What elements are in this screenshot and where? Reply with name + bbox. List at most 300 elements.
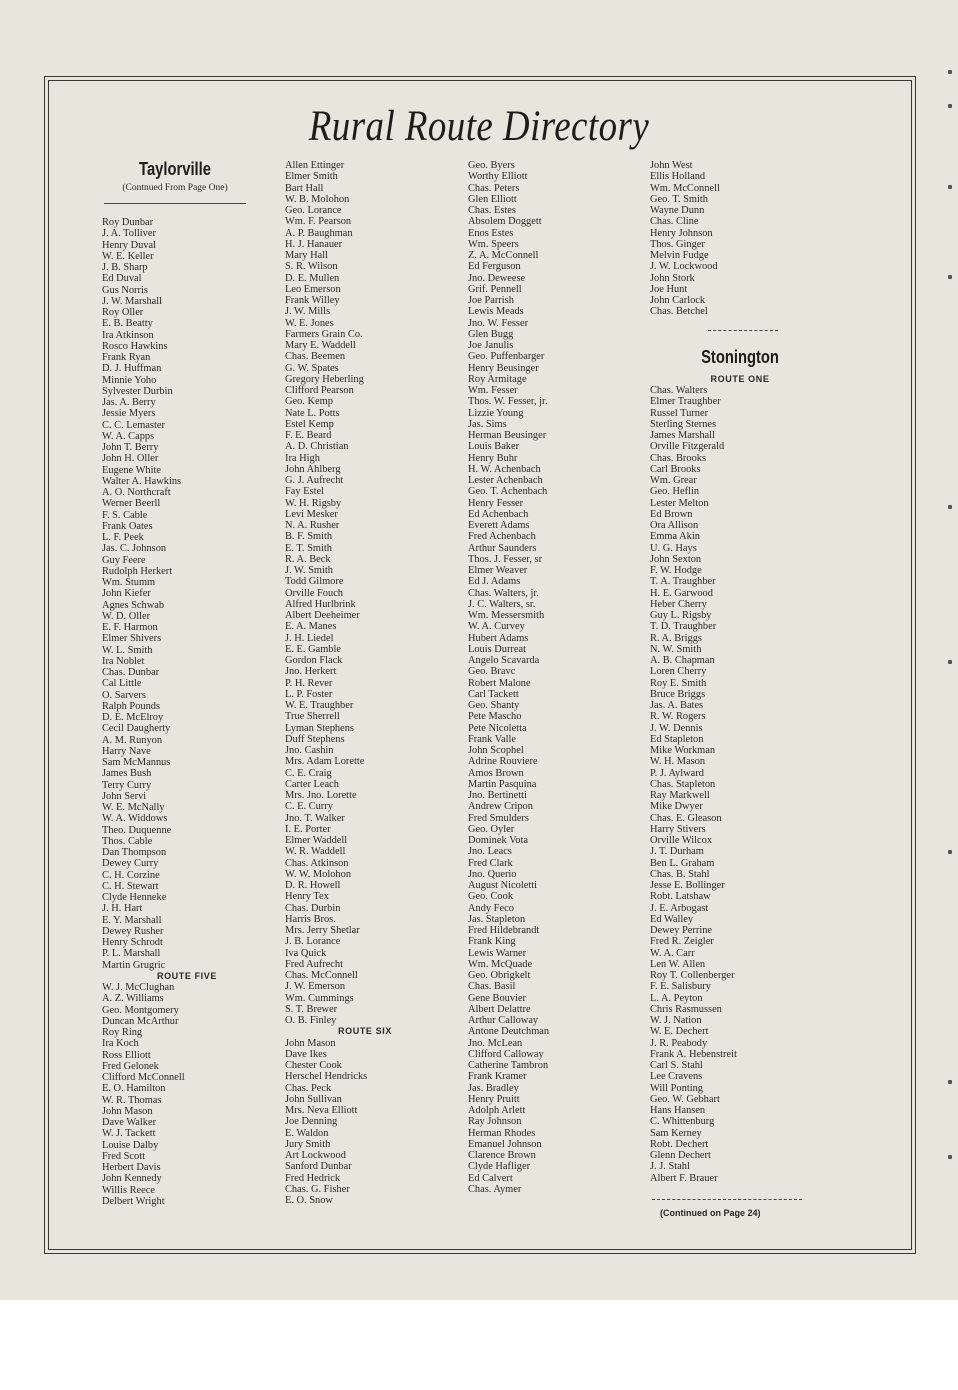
directory-entry: I. E. Porter — [285, 823, 331, 835]
directory-entry: Lyman Stephens — [285, 722, 354, 734]
directory-entry: Carl S. Stahl — [650, 1060, 703, 1071]
spacer — [650, 329, 830, 340]
directory-entry: W. J. Nation — [650, 1015, 702, 1026]
spacer — [650, 351, 830, 362]
directory-entry: Carter Leach — [285, 778, 339, 790]
directory-entry: Ray Johnson — [468, 1116, 522, 1128]
directory-entry: Herschel Hendricks — [285, 1071, 368, 1083]
directory-entry: W. E. Jones — [285, 317, 334, 329]
directory-entry: J. W. Emerson — [285, 981, 346, 993]
directory-entry: Elmer Waddell — [285, 835, 348, 846]
directory-entry: J. W. Dennis — [650, 722, 703, 734]
directory-entry: Geo. Montgomery — [102, 1004, 179, 1016]
directory-entry: Ed Duval — [102, 273, 142, 285]
directory-entry: Henry Beusinger — [468, 362, 539, 374]
directory-entry: Elmer Smith — [285, 171, 338, 183]
directory-entry: Fred Aufrecht — [285, 958, 343, 970]
directory-entry: Terry Curry — [102, 779, 152, 791]
directory-entry: Herman Beusinger — [468, 430, 547, 441]
directory-entry: John Servi — [102, 790, 147, 802]
directory-entry: D. E. Mullen — [285, 272, 340, 284]
directory-entry: Jas. A. Bates — [650, 700, 704, 711]
directory-entry: Ira Atkinson — [102, 329, 154, 341]
directory-entry: Glen Elliott — [468, 193, 517, 205]
directory-entry: John Kiefer — [102, 588, 151, 600]
directory-entry: Harris Bros. — [285, 913, 336, 925]
directory-entry: Frank Kramer — [468, 1071, 527, 1083]
directory-entry: Werner Beerll — [102, 498, 161, 510]
directory-entry: E. E. Gamble — [285, 643, 341, 655]
directory-entry: Thos. Cable — [102, 835, 153, 847]
directory-entry: Sylvester Durbin — [102, 385, 173, 397]
directory-column-2 — [285, 160, 445, 1206]
directory-entry: Elmer Traughber — [650, 396, 721, 408]
directory-entry: Geo. Lorance — [285, 205, 342, 216]
directory-entry: Chas. Betchel — [650, 306, 708, 318]
directory-entry: Gregory Heberling — [285, 373, 364, 385]
directory-entry: Chas. G. Fisher — [285, 1183, 350, 1195]
directory-entry: W. A. Widdows — [102, 813, 168, 825]
directory-entry: Jno. Deweese — [468, 272, 526, 284]
section-heading-stonington: Stonington — [701, 347, 779, 367]
directory-entry: Minnie Yoho — [102, 374, 157, 386]
directory-entry: Chas. Brooks — [650, 452, 706, 464]
directory-entry: Roy Ring — [102, 1027, 143, 1038]
directory-entry: Nate L. Potts — [285, 407, 340, 419]
directory-entry: C. H. Corzine — [102, 869, 160, 881]
directory-entry: Ed J. Adams — [468, 576, 521, 588]
directory-entry: Geo. Heflin — [650, 486, 700, 498]
directory-entry: Lewis Meads — [468, 306, 524, 318]
directory-entry: W. R. Waddell — [285, 846, 346, 858]
directory-entry: Geo. T. Smith — [650, 193, 708, 205]
directory-entry: Chas. Peck — [285, 1082, 332, 1094]
directory-entry: W. D. Oller — [102, 610, 151, 622]
directory-entry: Orville Fitzgerald — [650, 441, 725, 453]
directory-entry: O. Sarvers — [102, 689, 146, 701]
directory-entry: Dominek Vota — [468, 835, 528, 846]
directory-entry: Martin Grugric — [102, 959, 166, 971]
directory-entry: Clifford McConnell — [102, 1072, 185, 1083]
directory-entry: E. Waldon — [285, 1127, 329, 1139]
directory-entry: Jno. Bertinetti — [468, 790, 527, 801]
directory-entry: Walter A. Hawkins — [102, 475, 182, 487]
directory-entry: Chas. Atkinson — [285, 857, 349, 869]
directory-entry: Jas. A. Berry — [102, 397, 156, 408]
directory-entry: John Sullivan — [285, 1093, 342, 1105]
directory-entry: Geo. Obrigkelt — [468, 970, 531, 981]
directory-entry: Wm. Grear — [650, 475, 697, 486]
directory-entry: Wm. F. Pearson — [285, 216, 352, 228]
directory-entry: Everett Adams — [468, 520, 530, 531]
directory-entry: Ed Achenbach — [468, 508, 529, 520]
directory-entry: Cal Little — [102, 678, 142, 690]
directory-entry: Z. A. McConnell — [468, 250, 539, 261]
directory-entry: Ben L. Graham — [650, 857, 715, 869]
directory-entry: A. B. Chapman — [650, 655, 715, 666]
directory-entry: Russel Turner — [650, 407, 709, 419]
directory-entry: Clyde Henneke — [102, 892, 167, 903]
directory-entry: Fay Estel — [285, 486, 324, 498]
directory-entry: Henry Schrodt — [102, 937, 163, 948]
directory-entry: Joe Hunt — [650, 283, 688, 295]
directory-entry: Adrine Rouviere — [468, 756, 538, 768]
directory-entry: F. E. Beard — [285, 430, 332, 441]
directory-entry: John Scophel — [468, 745, 524, 756]
directory-entry: Lewis Warner — [468, 947, 527, 959]
directory-entry: Hans Hansen — [650, 1105, 706, 1116]
directory-entry: Chas. Walters — [650, 385, 708, 396]
directory-entry: Jno. Cashin — [285, 745, 334, 756]
directory-entry: Jno. Herkert — [285, 666, 337, 678]
directory-entry: Wm. Messersmith — [468, 610, 545, 621]
directory-entry: Geo. W. Gebhart — [650, 1093, 720, 1105]
directory-column-1 — [102, 217, 272, 1207]
directory-entry: Glen Bugg — [468, 328, 514, 340]
directory-entry: Henry Duval — [102, 239, 156, 251]
directory-entry: J. W. Marshall — [102, 295, 163, 307]
directory-entry: Frank Valle — [468, 733, 516, 745]
directory-entry: Adolph Arlett — [468, 1105, 526, 1116]
directory-entry: John Sexton — [650, 553, 702, 565]
directory-entry: F. W. Hodge — [650, 565, 702, 576]
directory-entry: Todd Gilmore — [285, 576, 344, 588]
directory-entry: E. Y. Marshall — [102, 914, 162, 926]
directory-entry: Thos. W. Fesser, jr. — [468, 396, 548, 408]
directory-entry: H. J. Hanauer — [285, 238, 343, 250]
directory-entry: H. W. Achenbach — [468, 463, 541, 475]
directory-entry: John Stork — [650, 272, 695, 284]
directory-entry: Melvin Fudge — [650, 250, 709, 261]
directory-entry: Joe Janulis — [468, 340, 514, 351]
directory-entry: Henry Johnson — [650, 227, 713, 239]
route-heading: ROUTE ONE — [710, 373, 770, 384]
directory-entry: Arthur Saunders — [468, 542, 537, 554]
directory-entry: Pete Nicoletta — [468, 722, 527, 734]
directory-entry: G. J. Aufrecht — [285, 475, 344, 486]
directory-entry: Jury Smith — [285, 1138, 331, 1150]
directory-entry: Joe Denning — [285, 1116, 338, 1128]
route-heading: ROUTE FIVE — [156, 970, 217, 981]
directory-entry: Gus Norris — [102, 284, 148, 296]
directory-entry: J. T. Durham — [650, 846, 704, 858]
directory-entry: Sanford Dunbar — [285, 1161, 352, 1173]
directory-entry: S. T. Brewer — [285, 1003, 338, 1015]
directory-entry: Chester Cook — [285, 1060, 342, 1071]
directory-entry: W. W. Molohon — [285, 868, 352, 880]
directory-entry: J. B. Lorance — [285, 936, 341, 948]
directory-entry: Mary E. Waddell — [285, 340, 356, 351]
directory-entry: Carl Tackett — [468, 688, 519, 700]
directory-entry: Chas. Cline — [650, 216, 699, 228]
directory-entry: Arthur Calloway — [468, 1015, 539, 1026]
directory-entry: Geo. Kemp — [285, 396, 333, 408]
directory-column-4 — [650, 160, 830, 1184]
directory-entry: Geo. Byers — [468, 160, 515, 171]
directory-entry: Ellis Holland — [650, 171, 706, 183]
directory-entry: Lizzie Young — [468, 407, 524, 419]
directory-entry: A. O. Northcraft — [102, 487, 171, 498]
directory-entry: W. A. Curvey — [468, 621, 525, 633]
directory-entry: Jno. W. Fesser — [468, 317, 529, 329]
directory-entry: W. A. Carr — [650, 947, 695, 959]
directory-entry: Jno. Leacs — [468, 846, 512, 858]
page-title: Rural Route Directory — [308, 103, 650, 150]
directory-entry: P. L. Marshall — [102, 948, 161, 960]
directory-entry: W. E. Traughber — [285, 700, 354, 711]
directory-entry: Mike Dwyer — [650, 801, 703, 813]
directory-entry: John T. Berry — [102, 442, 159, 453]
directory-entry: Mrs. Jno. Lorette — [285, 790, 357, 801]
directory-entry: Chas. Estes — [468, 205, 516, 216]
directory-entry: Gordon Flack — [285, 655, 343, 666]
directory-entry: G. W. Spates — [285, 362, 339, 374]
directory-entry: E. B. Beatty — [102, 318, 153, 330]
directory-entry: Louis Baker — [468, 441, 520, 453]
directory-entry: Fred Scott — [102, 1150, 146, 1162]
directory-entry: C. E. Craig — [285, 767, 332, 779]
directory-entry: Geo. Cook — [468, 891, 514, 903]
directory-entry: P. J. Aylward — [650, 767, 704, 779]
directory-entry: Frank Willey — [285, 295, 340, 306]
directory-entry: Roy Dunbar — [102, 217, 154, 228]
directory-entry: J. A. Tolliver — [102, 228, 156, 240]
directory-column-3 — [468, 160, 549, 1195]
directory-entry: Frank Ryan — [102, 352, 151, 363]
directory-entry: Lee Cravens — [650, 1071, 703, 1083]
directory-entry: Duff Stephens — [285, 733, 345, 745]
directory-entry: Jno. Querio — [468, 868, 517, 880]
directory-entry: Albert Deeheimer — [285, 610, 360, 621]
directory-entry: Duncan McArthur — [102, 1015, 179, 1027]
directory-entry: Dave Walker — [102, 1117, 157, 1128]
directory-entry: John H. Oller — [102, 453, 159, 465]
directory-entry: C. Whittenburg — [650, 1116, 715, 1128]
directory-entry: A. M. Runyon — [102, 734, 163, 746]
directory-entry: Henry Tex — [285, 891, 329, 903]
directory-entry: E. T. Smith — [285, 542, 332, 554]
directory-entry: Frank Oates — [102, 520, 153, 532]
directory-entry: Orville Wilcox — [650, 835, 713, 846]
directory-entry: Elmer Shivers — [102, 633, 162, 645]
directory-entry: Jesse E. Bollinger — [650, 880, 725, 891]
directory-entry: Allen Ettinger — [285, 160, 345, 171]
directory-entry: Art Lockwood — [285, 1150, 346, 1161]
divider — [652, 1199, 802, 1200]
directory-entry: Frank King — [468, 936, 516, 948]
directory-entry: J. C. Walters, sr. — [468, 598, 536, 610]
directory-entry: Wm. Fesser — [468, 385, 518, 396]
directory-entry: Louis Durreat — [468, 643, 526, 655]
directory-entry: Fred Hedrick — [285, 1172, 341, 1184]
directory-entry: J. W. Lockwood — [650, 261, 718, 273]
section-heading-taylorville: Taylorville — [139, 159, 211, 179]
directory-entry: Bart Hall — [285, 182, 324, 194]
directory-entry: Chas. McConnell — [285, 970, 358, 981]
directory-entry: Dan Thompson — [102, 847, 167, 858]
directory-entry: Henry Pruitt — [468, 1093, 520, 1105]
directory-entry: W. J. Tackett — [102, 1128, 156, 1140]
directory-entry: True Sherrell — [285, 711, 340, 723]
directory-entry: A. P. Baughman — [285, 227, 353, 239]
directory-entry: Ed Brown — [650, 508, 693, 520]
directory-entry: Glenn Dechert — [650, 1150, 711, 1161]
directory-entry: Ira Koch — [102, 1038, 139, 1050]
directory-entry: J. R. Peabody — [650, 1037, 708, 1049]
directory-entry: Emma Akin — [650, 531, 700, 543]
directory-entry: Clifford Pearson — [285, 385, 354, 396]
directory-entry: R. W. Rogers — [650, 711, 706, 723]
directory-entry: Amos Brown — [468, 767, 524, 779]
directory-entry: Elmer Weaver — [468, 565, 528, 576]
directory-entry: Roy T. Collenberger — [650, 970, 735, 981]
directory-entry: J. H. Liedel — [285, 632, 334, 644]
directory-entry: Jas. Stapleton — [468, 913, 526, 925]
directory-entry: Chas. Durbin — [285, 902, 341, 914]
directory-entry: Ira Noblet — [102, 655, 145, 667]
directory-entry: Ed Stapleton — [650, 733, 704, 745]
directory-entry: L. P. Foster — [285, 688, 333, 700]
directory-entry: W. E. Dechert — [650, 1026, 709, 1038]
directory-entry: Chas. Peters — [468, 182, 520, 194]
directory-entry: John Mason — [285, 1037, 336, 1049]
directory-entry: Lester Melton — [650, 497, 709, 509]
directory-entry: Catherine Tambron — [468, 1060, 549, 1071]
directory-entry: Harry Nave — [102, 745, 151, 757]
directory-entry: Wm. Cummings — [285, 992, 354, 1004]
directory-entry: Frank A. Hebenstreit — [650, 1048, 737, 1060]
directory-entry: D. E. McElroy — [102, 712, 164, 723]
directory-entry: Clarence Brown — [468, 1150, 536, 1161]
directory-entry: T. D. Traughber — [650, 621, 717, 633]
directory-entry: Dewey Rusher — [102, 925, 164, 937]
directory-entry: Chas. Stapleton — [650, 778, 716, 790]
directory-entry: E. O. Hamilton — [102, 1083, 166, 1095]
directory-entry: Enos Estes — [468, 227, 514, 239]
directory-entry: Sam McMannus — [102, 757, 171, 768]
directory-entry: Theo. Duquenne — [102, 824, 172, 836]
directory-entry: L. A. Peyton — [650, 992, 703, 1004]
directory-entry: Mike Workman — [650, 745, 716, 756]
directory-entry: R. A. Beck — [285, 553, 331, 565]
directory-entry: D. J. Huffman — [102, 363, 162, 375]
directory-entry: Roy Oller — [102, 307, 144, 318]
directory-entry: Antone Deutchman — [468, 1026, 550, 1038]
directory-entry: P. H. Rever — [285, 677, 333, 689]
directory-entry: Chas. E. Gleason — [650, 812, 722, 824]
directory-entry: Iva Quick — [285, 947, 327, 959]
continuation-note: (Contnued From Page One) — [122, 183, 228, 193]
directory-entry: Chas. Dunbar — [102, 667, 160, 678]
directory-entry: John West — [650, 160, 693, 171]
directory-entry: J. B. Sharp — [102, 262, 148, 273]
directory-entry: Herbert Davis — [102, 1162, 161, 1173]
directory-entry: Will Ponting — [650, 1082, 703, 1094]
directory-entry: Robt. Latshaw — [650, 891, 711, 903]
directory-entry: James Bush — [102, 768, 152, 780]
directory-entry: Albert F. Brauer — [650, 1172, 718, 1184]
directory-entry: Hubert Adams — [468, 632, 529, 644]
directory-entry: Ross Elliott — [102, 1049, 151, 1061]
directory-entry: Ed Walley — [650, 913, 694, 925]
directory-entry: E. O. Snow — [285, 1195, 333, 1206]
directory-entry: Andy Feco — [468, 902, 514, 914]
directory-entry: W. J. McClughan — [102, 982, 175, 993]
directory-entry: Andrew Cripon — [468, 801, 533, 813]
directory-entry: T. A. Traughber — [650, 576, 716, 588]
directory-entry: J. J. Stahl — [650, 1161, 690, 1173]
directory-entry: J. H. Hart — [102, 903, 143, 915]
directory-entry: E. F. Harmon — [102, 622, 158, 633]
directory-entry: Sam Kerney — [650, 1127, 702, 1139]
directory-entry: John Kennedy — [102, 1173, 162, 1185]
directory-entry: Jno. T. Walker — [285, 812, 345, 824]
directory-entry: Chas. Beemen — [285, 351, 346, 363]
directory-entry: N. A. Rusher — [285, 520, 340, 531]
directory-entry: Ralph Pounds — [102, 700, 161, 712]
directory-entry: Carl Brooks — [650, 463, 701, 475]
directory-entry: Chas. Walters, jr. — [468, 587, 539, 599]
directory-entry: Grif. Pennell — [468, 283, 522, 295]
directory-entry: A. D. Christian — [285, 441, 349, 453]
directory-entry: W. R. Thomas — [102, 1094, 162, 1106]
directory-entry: Loren Cherry — [650, 666, 707, 678]
directory-entry: John Ahlberg — [285, 463, 341, 475]
directory-entry: Louise Dalby — [102, 1139, 159, 1151]
spacer — [650, 363, 830, 374]
directory-entry: Pete Mascho — [468, 711, 522, 723]
directory-entry: Estel Kemp — [285, 418, 334, 430]
directory-entry: U. G. Hays — [650, 542, 697, 554]
directory-entry: Fred Smulders — [468, 812, 529, 824]
directory-entry: Worthy Elliott — [468, 171, 528, 183]
directory-entry: Ora Allison — [650, 520, 699, 531]
directory-entry: Mrs. Adam Lorette — [285, 756, 365, 768]
directory-entry: W. H. Rigsby — [285, 497, 342, 509]
directory-entry: Chris Rasmussen — [650, 1003, 722, 1015]
directory-entry: Mrs. Jerry Shetlar — [285, 925, 360, 936]
directory-entry: Dave Ikes — [285, 1048, 327, 1060]
directory-entry: August Nicoletti — [468, 880, 537, 891]
directory-entry: Agnes Schwab — [102, 599, 165, 611]
directory-entry: Clifford Calloway — [468, 1048, 544, 1060]
directory-entry: Geo. Shanty — [468, 700, 520, 711]
spacer — [650, 318, 830, 329]
directory-entry: W. A. Capps — [102, 430, 155, 442]
directory-entry: E. A. Manes — [285, 621, 337, 633]
directory-entry: Jas. Sims — [468, 418, 507, 430]
directory-entry: Martin Pasquina — [468, 778, 537, 790]
directory-entry: N. W. Smith — [650, 643, 702, 655]
directory-entry: Bruce Briggs — [650, 688, 706, 700]
directory-entry: Dewey Curry — [102, 858, 159, 870]
directory-entry: W. E. McNally — [102, 802, 165, 813]
directory-entry: Ed Ferguson — [468, 261, 521, 273]
directory-entry: Geo. Puffenbarger — [468, 351, 545, 363]
divider — [104, 203, 246, 204]
directory-entry: H. E. Garwood — [650, 587, 713, 599]
directory-entry: Wm. Stumm — [102, 577, 156, 588]
directory-entry: Mrs. Neva Elliott — [285, 1105, 358, 1116]
directory-entry: C. H. Stewart — [102, 880, 159, 892]
directory-entry: Guy Feere — [102, 554, 146, 566]
directory-entry: D. R. Howell — [285, 880, 341, 891]
directory-entry: Thos. J. Fesser, sr — [468, 553, 543, 565]
directory-entry: Heber Cherry — [650, 598, 707, 610]
directory-entry: Sterling Sternes — [650, 418, 717, 430]
directory-entry: Harry Stivers — [650, 823, 706, 835]
directory-entry: F. E. Salisbury — [650, 981, 711, 993]
